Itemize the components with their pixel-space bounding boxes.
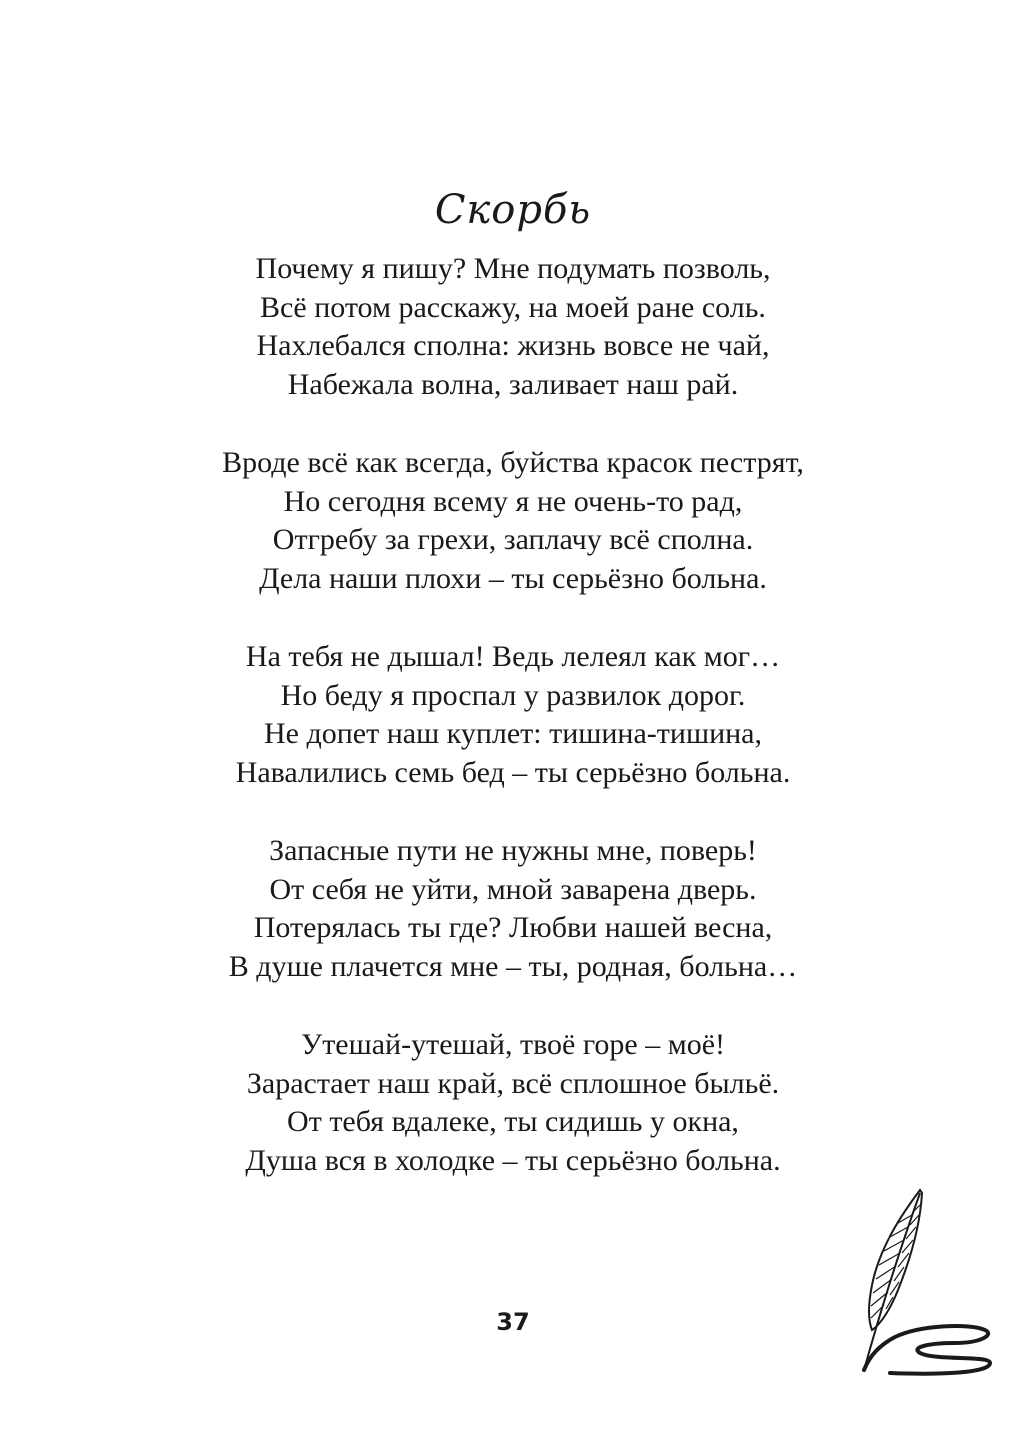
quill-pen-icon: [850, 1185, 1000, 1385]
poem-title: Скорбь: [434, 186, 592, 233]
poem-line: Навалились семь бед – ты серьёзно больна.: [235, 755, 791, 789]
poem-line: Не допет наш куплет: тишина-тишина,: [263, 717, 762, 750]
poem-line: Но сегодня всему я не очень-то рад,: [283, 484, 743, 518]
poem-line: Нахлебался сполна: жизнь вовсе не чай,: [256, 329, 770, 362]
poem-line: Отгребу за грехи, заплачу всё сполна.: [272, 523, 754, 556]
poem-line: Но беду я проспал у развилок дорог.: [280, 678, 746, 712]
poem-line: От тебя вдалеке, ты сидишь у окна,: [287, 1105, 739, 1138]
poem-body: [0, 250, 1026, 1220]
poem-line: В душе плачется мне – ты, родная, больна…: [228, 949, 798, 983]
stanza-4: [0, 832, 1026, 986]
page-number: 37: [496, 1308, 530, 1336]
poem-line: На тебя не дышал! Ведь лелеял как мог…: [245, 640, 781, 673]
poem-line: Утешай-утешай, твоё горе – моё!: [300, 1028, 726, 1061]
poem-line: Потерялась ты где? Любви нашей весна,: [253, 911, 773, 944]
stanza-1: [0, 250, 1026, 404]
poem-line: Запасные пути не нужны мне, поверь!: [269, 834, 757, 867]
poem-line: Душа вся в холодке – ты серьёзно больна.: [245, 1143, 781, 1177]
stanza-3: [0, 638, 1026, 792]
poem-line: От себя не уйти, мной заварена дверь.: [269, 872, 757, 906]
poem-line: Зарастает наш край, всё сплошное быльё.: [246, 1066, 780, 1100]
stanza-2: [0, 444, 1026, 598]
stanza-5: [0, 1026, 1026, 1180]
poem-line: Почему я пишу? Мне подумать позволь,: [255, 252, 771, 285]
poem-line: Дела наши плохи – ты серьёзно больна.: [259, 561, 767, 595]
poem-line: Всё потом расскажу, на моей ране соль.: [260, 290, 766, 324]
poem-line: Набежала волна, заливает наш рай.: [287, 367, 739, 401]
poem-line: Вроде всё как всегда, буйства красок пестрят,: [222, 446, 804, 479]
